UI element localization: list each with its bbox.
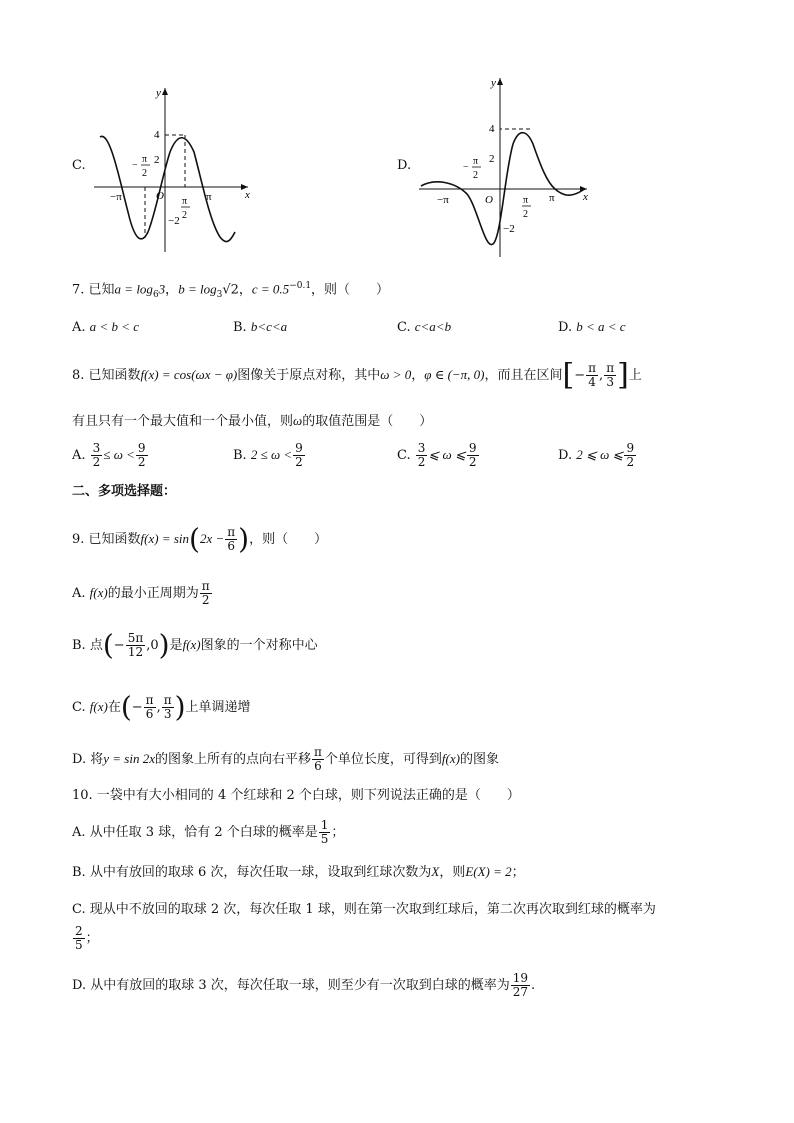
graph-c <box>90 82 260 254</box>
graph-d <box>415 72 595 262</box>
y-axis-arrow <box>162 88 168 95</box>
q10-option-d: D. 从中有放回的取球 3 次，每次任取一球，则至少有一次取到白球的概率为 $\frac{19}{27}$ . <box>72 971 536 999</box>
neg-half-pi-num: π <box>142 154 148 165</box>
half-pi-den: 2 <box>523 209 528 220</box>
q10-option-c: C. 现从中不放回的取球 2 次，每次任取 1 球，则在第一次取到红球后，第二次再次取到红球的概率为 <box>72 902 656 917</box>
tick-4: 4 <box>154 129 160 141</box>
q9-option-b: B. 点(− $\frac{5\pi}{12}$ ,0)是f(x)图象的一个对称中心 <box>72 628 318 662</box>
q7-option-a: A. a < b < c <box>72 319 139 335</box>
tick-pi: π <box>206 191 212 203</box>
neg-half-pi-den: 2 <box>473 170 478 181</box>
y-axis-arrow <box>497 78 503 85</box>
origin-label: O <box>156 190 164 202</box>
tick-pi: π <box>549 192 555 204</box>
y-label: y <box>156 87 161 99</box>
tick-neg-pi: −π <box>110 191 122 203</box>
tick-4: 4 <box>489 123 495 135</box>
q7-option-d: D. b < a < c <box>558 319 626 335</box>
tick-neg-pi: −π <box>437 194 449 206</box>
tick-2: 2 <box>154 154 160 166</box>
q9-option-c: C. f(x)在(− $\frac{\pi}{6}$ , $\frac{\pi}{3}$ )上单调递增 <box>72 690 251 724</box>
question-9-stem: 9. 已知函数f(x) = sin(2x − $\frac{\pi}{6}$ )，则（ ） <box>72 522 328 556</box>
x-label: x <box>583 191 588 203</box>
question-8-stem: 8. 已知函数f(x) = cos(ωx − φ)图像关于原点对称，其中ω > 0，φ ∈ (−π, 0)，而且在区间[− $\frac{\pi}{4}$ , $\frac{\pi}{3}$ ]上 <box>72 357 642 393</box>
q7-option-c: C. c<a<b <box>397 319 452 335</box>
q8-option-c: C. $\frac{3}{2}$ ⩽ ω ⩽ $\frac{9}{2}$ <box>397 441 477 469</box>
y-label: y <box>491 77 496 89</box>
q9-option-d: D. 将y = sin 2x的图象上所有的点向右平移 $\frac{\pi}{6}$ 个单位长度，可得到f(x)的图象 <box>72 745 499 773</box>
question-10-stem: 10. 一袋中有大小相同的 4 个红球和 2 个白球，则下列说法正确的是（ ） <box>72 788 520 803</box>
half-pi-num: π <box>182 196 188 207</box>
q8-option-a: A. $\frac{3}{2}$ ≤ ω < $\frac{9}{2}$ <box>72 441 146 469</box>
q8-option-d: D. 2 ⩽ ω ⩽ $\frac{9}{2}$ <box>558 441 635 469</box>
x-label: x <box>245 189 250 201</box>
half-pi-den: 2 <box>182 210 187 221</box>
neg-half-pi-num: π <box>473 156 479 167</box>
tick-neg2: −2 <box>503 223 515 235</box>
tick-neg2: −2 <box>168 215 180 227</box>
option-d-label: D. <box>397 158 412 173</box>
q7-option-b: B. b<c<a <box>233 319 288 335</box>
neg-half-pi-den: 2 <box>142 168 147 179</box>
origin-label: O <box>485 194 493 206</box>
half-pi-num: π <box>523 195 529 206</box>
tick-2: 2 <box>489 153 495 165</box>
option-c-label: C. <box>72 158 86 173</box>
neg-sign: − <box>132 160 138 171</box>
question-8-line2: 有且只有一个最大值和一个最小值，则ω的取值范围是（ ） <box>72 413 433 429</box>
neg-sign: − <box>463 162 469 173</box>
q8-option-b: B. 2 ≤ ω < $\frac{9}{2}$ <box>233 441 303 469</box>
section-2-title: 二、多项选择题： <box>72 484 177 499</box>
q10-option-c-answer: $\frac{2}{5}$ ； <box>75 924 99 952</box>
q9-option-a: A. f(x)的最小正周期为 $\frac{\pi}{2}$ <box>72 579 210 607</box>
question-7-stem: 7. 已知$a = \log_63$，$b = \log_3√2$，$c = 0.5^{-0.1}$，则（ ） <box>72 281 390 300</box>
q10-option-a: A. 从中任取 3 球，恰有 2 个白球的概率是 $\frac{1}{5}$ ； <box>72 818 345 846</box>
q10-option-b: B. 从中有放回的取球 6 次，每次任取一球，设取到红球次数为X，则E(X) = 2； <box>72 864 525 880</box>
